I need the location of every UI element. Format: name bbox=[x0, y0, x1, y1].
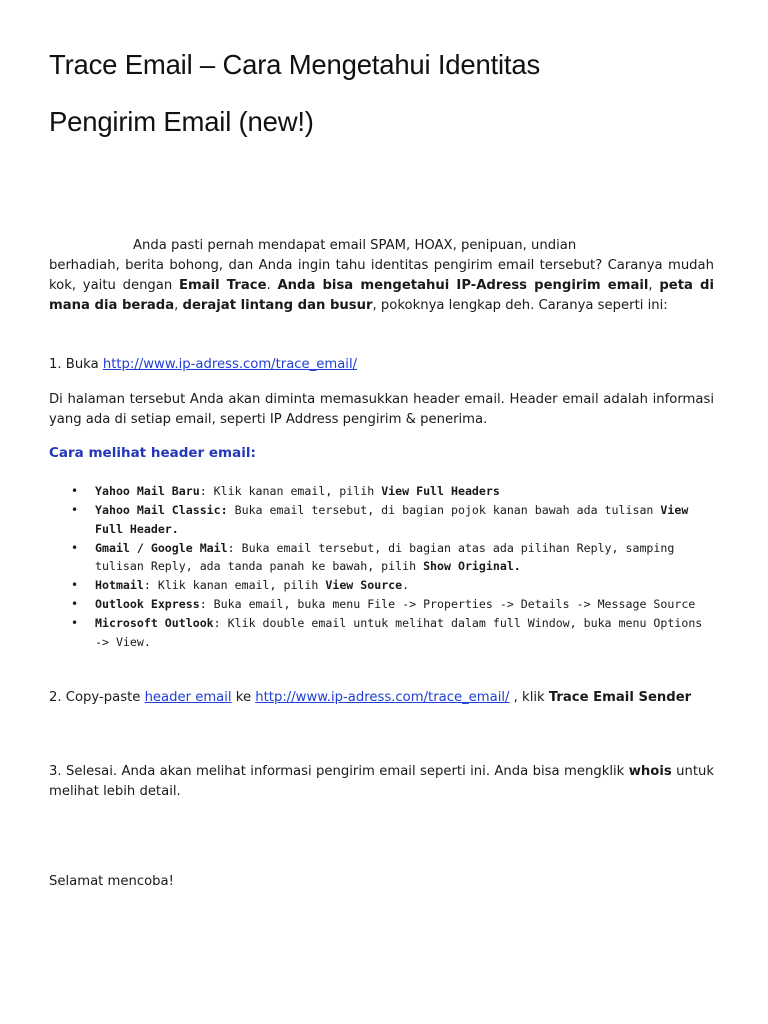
header-email-link[interactable]: header email bbox=[144, 690, 232, 705]
whois-term: whois bbox=[628, 764, 672, 779]
step-2-middle: ke bbox=[231, 690, 256, 705]
step-3 bbox=[49, 762, 714, 802]
client-instructions: : Buka email tersebut, di bagian atas ada pilihan Reply, samping tulisan Reply, ada tanda panah ke bawah, pilih bbox=[95, 540, 675, 573]
email-trace-term: Email Trace bbox=[178, 278, 267, 293]
list-item bbox=[71, 595, 714, 614]
intro-comma-1: , bbox=[648, 278, 660, 293]
trace-email-link[interactable]: http://www.ip-adress.com/trace_email/ bbox=[102, 357, 358, 372]
step-3-text: 3. Selesai. Anda akan melihat informasi pengirim email seperti ini. Anda bisa mengklik bbox=[49, 764, 629, 779]
client-instructions: Buka email tersebut, di bagian pojok kanan bawah ada tulisan bbox=[227, 503, 661, 517]
client-name: Yahoo Mail Classic: bbox=[95, 503, 228, 517]
intro-text: berhadiah, berita bohong, dan Anda ingin tahu identitas pengirim email tersebut? Caranya mudah kok, yaitu dengan bbox=[49, 258, 714, 293]
client-instructions: : Klik double email untuk melihat dalam full Window, buka menu Options -> View. bbox=[95, 616, 703, 649]
client-action: View Source bbox=[325, 578, 403, 592]
page-title-line-2: Pengirim Email (new!) bbox=[49, 106, 314, 137]
client-instructions: : Klik kanan email, pilih bbox=[143, 578, 326, 592]
trace-email-link-2[interactable]: http://www.ip-adress.com/trace_email/ bbox=[255, 690, 510, 705]
header-info-paragraph: Di halaman tersebut Anda akan diminta memasukkan header email. Header email adalah informasi yang ada di setiap email, seperti IP Address pengirim & penerima. bbox=[49, 392, 714, 427]
list-item bbox=[71, 482, 714, 501]
bullet-icon: • bbox=[71, 540, 79, 555]
step-2-prefix: 2. Copy-paste bbox=[49, 690, 145, 705]
step-3-tail: untuk melihat lebih detail. bbox=[49, 764, 714, 799]
intro-bold-map: peta di mana dia berada bbox=[49, 278, 714, 313]
client-action: Show Original. bbox=[423, 559, 521, 573]
step-1-prefix: 1. Buka bbox=[49, 357, 103, 372]
client-name: Hotmail bbox=[95, 578, 144, 592]
client-name: Microsoft Outlook bbox=[95, 616, 214, 630]
email-client-list bbox=[49, 482, 714, 652]
intro-paragraph bbox=[49, 236, 714, 316]
bullet-icon: • bbox=[71, 597, 79, 611]
client-instructions: : Klik kanan email, pilih bbox=[199, 484, 382, 498]
list-item bbox=[71, 501, 714, 538]
closing-text: Selamat mencoba! bbox=[49, 874, 174, 889]
bullet-icon: • bbox=[71, 578, 79, 592]
bullet-icon: • bbox=[71, 503, 79, 517]
client-instructions: : Buka email, buka menu File -> Properties -> Details -> Message Source bbox=[199, 597, 696, 611]
client-name: Yahoo Mail Baru bbox=[95, 484, 200, 498]
intro-dot: . bbox=[266, 278, 278, 293]
bullet-icon: • bbox=[71, 616, 79, 630]
trace-email-sender-term: Trace Email Sender bbox=[548, 690, 692, 705]
client-action: View Full Headers bbox=[381, 484, 500, 498]
intro-bold-coords: derajat lintang dan busur bbox=[182, 298, 373, 313]
intro-bold-ip: Anda bisa mengetahui IP-Adress pengirim email bbox=[277, 278, 649, 293]
client-name: Gmail / Google Mail bbox=[95, 540, 228, 555]
intro-tail: , pokoknya lengkap deh. Caranya seperti ini: bbox=[372, 298, 668, 313]
header-howto-heading: Cara melihat header email: bbox=[49, 445, 256, 461]
client-name: Outlook Express bbox=[95, 597, 200, 611]
step-2-after: , klik bbox=[509, 690, 549, 705]
client-action: View Full Header. bbox=[95, 503, 689, 536]
intro-line-1: Anda pasti pernah mendapat email SPAM, HOAX, penipuan, undian bbox=[133, 238, 577, 253]
intro-comma-2: , bbox=[174, 298, 183, 313]
list-item bbox=[71, 614, 714, 651]
list-item bbox=[71, 576, 714, 595]
page-title-line-1: Trace Email – Cara Mengetahui Identitas bbox=[49, 49, 541, 80]
step-1 bbox=[49, 355, 714, 375]
list-item bbox=[71, 539, 714, 576]
bullet-icon: • bbox=[71, 484, 79, 498]
step-2 bbox=[49, 688, 714, 708]
client-end: . bbox=[402, 578, 410, 592]
